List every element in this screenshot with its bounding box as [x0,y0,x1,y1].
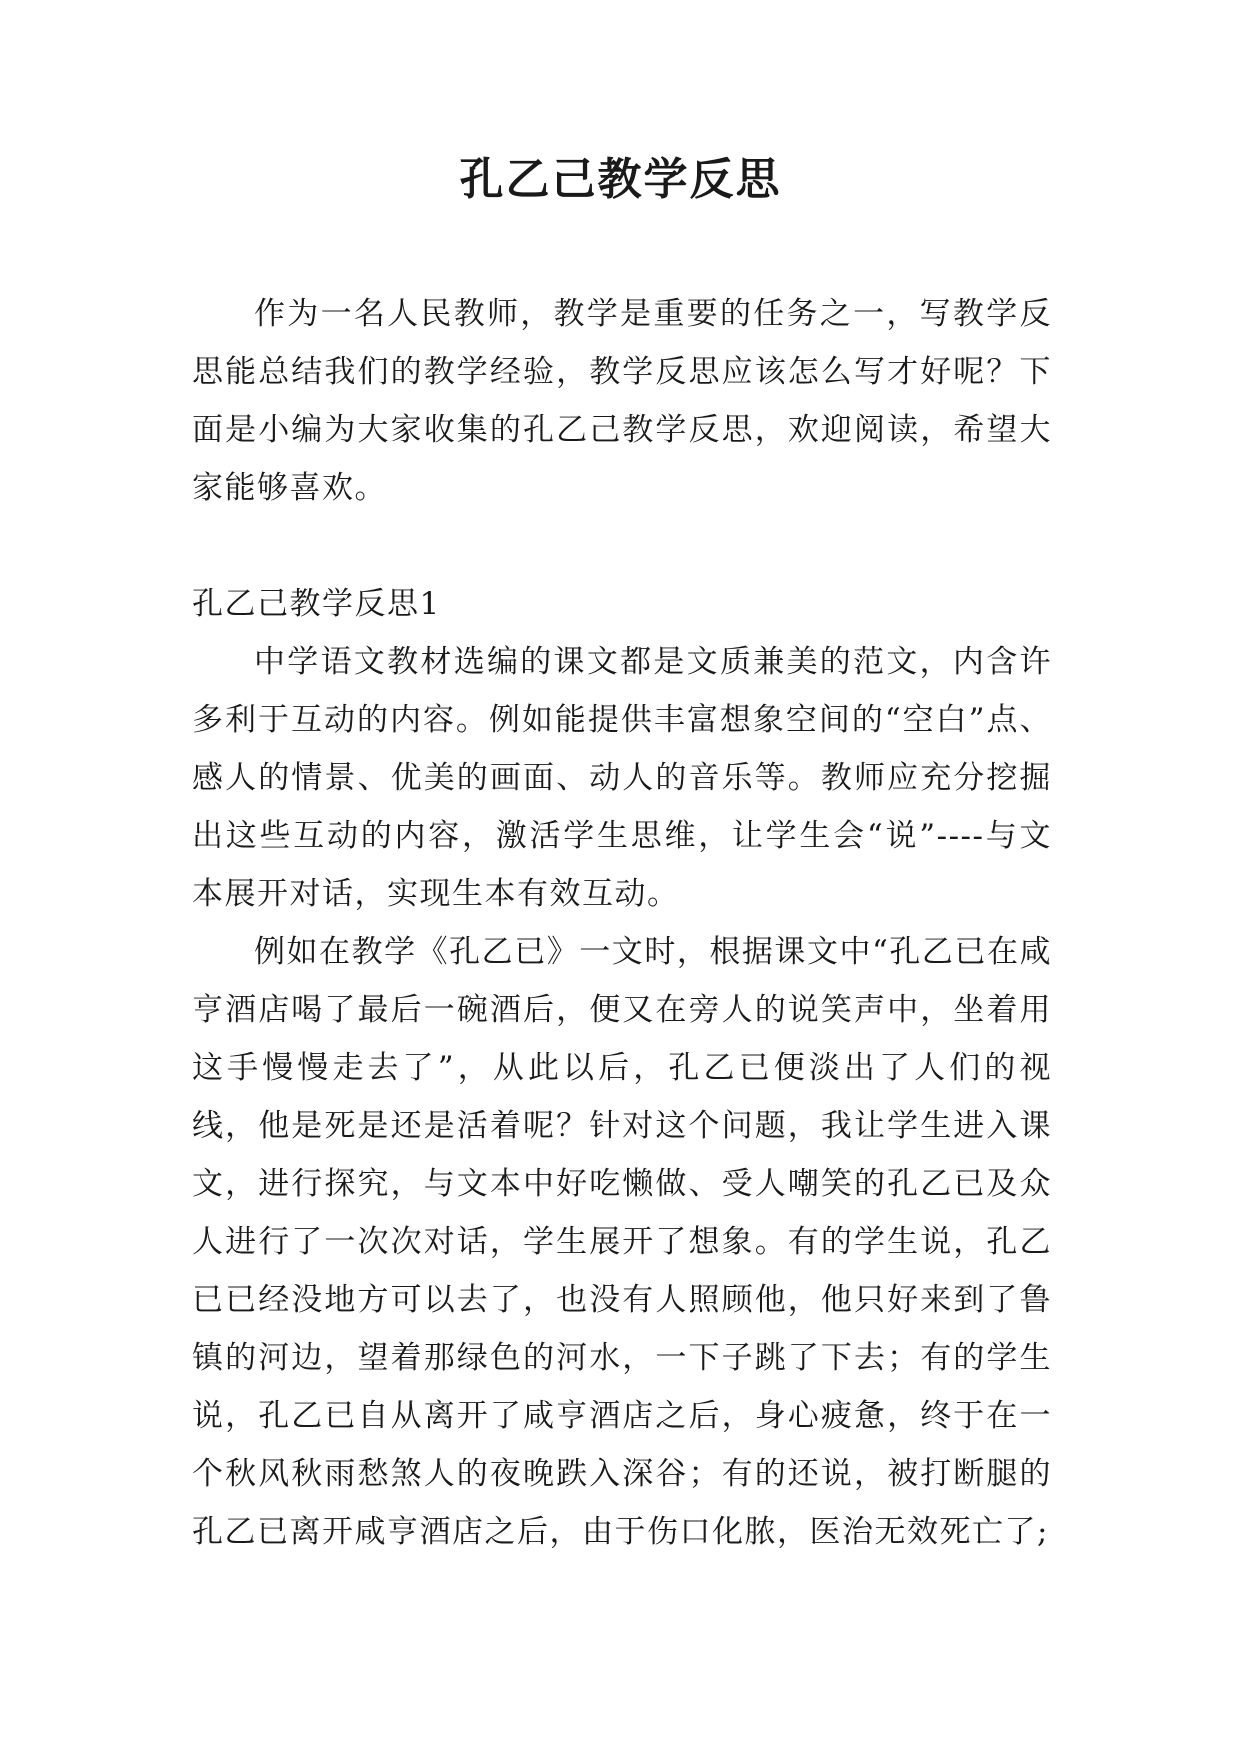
document-body [192,285,1052,1561]
document-title: 孔乙己教学反思 [459,154,782,205]
body-paragraph: 例如在教学《孔乙已》一文时，根据课文中“孔乙已在咸亨酒店喝了最后一碗酒后，便又在旁人的说笑声中，坐着用这手慢慢走去了”，从此以后，孔乙已便淡出了人们的视线，他是死是还是活着呢？针对这个问题，我让学生进入课文，进行探究，与文本中好吃懒做、受人嘲笑的孔乙已及众人进行了一次次对话，学生展开了想象。有的学生说，孔乙已已经没地方可以去了，也没有人照顾他，他只好来到了鲁镇的河边，望着那绿色的河水，一下子跳了下去；有的学生说，孔乙已自从离开了咸亨酒店之后，身心疲惫，终于在一个秋风秋雨愁煞人的夜晚跌入深谷；有的还说，被打断腿的孔乙已离开咸亨酒店之后，由于伤口化脓，医治无效死亡了; [192,934,1052,1550]
body-paragraph: 中学语文教材选编的课文都是文质兼美的范文，内含许多利于互动的内容。例如能提供丰富想象空间的“空白”点、感人的情景、优美的画面、动人的音乐等。教师应充分挖掘出这些互动的内容，激活学生思维，让学生会“说”----与文本展开对话，实现生本有效互动。 [192,644,1052,912]
intro-paragraph: 作为一名人民教师，教学是重要的任务之一，写教学反思能总结我们的教学经验，教学反思应该怎么写才好呢？下面是小编为大家收集的孔乙己教学反思，欢迎阅读，希望大家能够喜欢。 [192,296,1052,506]
section-heading: 孔乙己教学反思1 [192,586,441,622]
